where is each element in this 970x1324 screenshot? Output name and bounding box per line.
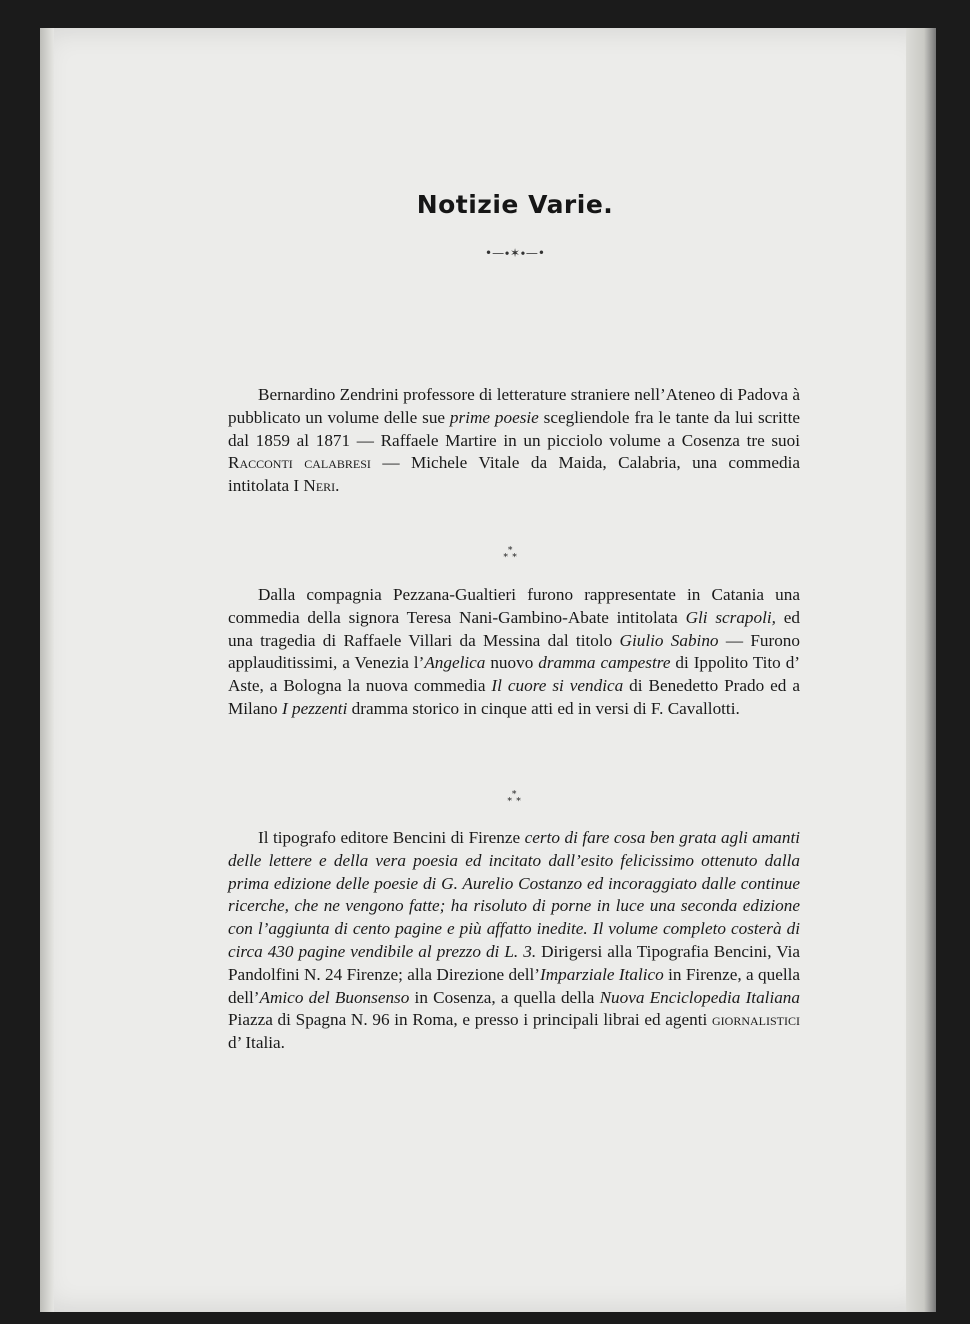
news-item-zendrini [228, 384, 800, 498]
smallcaps-run: Racconti calabresi [228, 453, 371, 473]
news-item-pezzana-gualtieri [228, 584, 800, 721]
asterism-separator [495, 546, 525, 560]
italic-run: Il cuore si vendica [491, 676, 624, 696]
text-run: in Firenze, a quella dell’ [228, 964, 801, 1007]
paragraph [228, 827, 800, 1055]
text-run: in Cosenza, a quella della [409, 987, 600, 1007]
text-run: Dirigersi alla Tipografia Bencini, Via Pandolfini N. 24 Firenze; alla Direzione dell’ [228, 941, 800, 984]
news-item-bencini [228, 827, 800, 1055]
paragraph [228, 384, 800, 498]
page-edge [906, 28, 936, 1312]
text-run: Piazza di Spagna N. 96 in Roma, e presso i principali librai ed agenti [228, 1010, 712, 1030]
text-run: — Furono applauditissimi, a Venezia l’ [228, 630, 800, 673]
text-run: di Benedetto Prado ed a Milano [228, 676, 800, 718]
text-run: scegliendole fra le tante da lui scritte dal 1859 al 1871 — Raffaele Martire in un picciolo volume a Cosenza tre suoi [228, 407, 800, 450]
text-run: nuovo [485, 653, 539, 673]
text-run: — Michele Vitale da Maida, Calabria, una commedia intitolata [228, 453, 800, 496]
italic-run: Imparziale Italico [540, 964, 664, 984]
italic-run: certo di fare cosa ben grata agli amanti delle lettere e della vera poesia ed incitato dall’esito felicissimo ottenuto dalla prima edizione delle poesie di G. Aurelio Costanzo ed incoraggiato dalle continue ricerche, che ne vengono fatte; ha risoluto di porne in luce una seconda edizione con l’aggiunta di cento pagine e più affatto inedite. Il volume completo costerà di circa 430 pagine vendibile al prezzo di L. 3. [228, 828, 801, 961]
text-run: dramma storico in cinque atti ed in versi di F. Cavallotti. [347, 698, 740, 718]
smallcaps-run: giornalistici [712, 1010, 800, 1030]
section-title: Notizie Varie. [416, 190, 614, 219]
text-run: d’ Italia. [228, 1033, 285, 1053]
italic-run: Nuova Enciclopedia Italiana [599, 987, 800, 1007]
italic-run: Amico del Buonsenso [259, 987, 410, 1007]
italic-run: dramma campestre [538, 653, 671, 673]
text-run: ed una tragedia di Raffaele Villari da Messina dal titolo [228, 607, 800, 650]
italic-run: Giulio Sabino [619, 630, 719, 650]
text-run: di Ippolito Tito d’ Aste, a Bologna la nuova commedia [228, 653, 801, 696]
italic-run: Angelica [424, 653, 486, 673]
italic-run: I pezzenti [281, 698, 348, 718]
asterism-separator [499, 790, 529, 804]
italic-run: prime poesie [449, 407, 539, 427]
text-run: Il tipografo editore Bencini di Firenze [258, 828, 525, 847]
binding-gutter [40, 28, 54, 1312]
title-ornament: •—∙✶∙—• [485, 246, 545, 260]
smallcaps-run: I Neri. [293, 476, 340, 496]
italic-run: Gli scrapoli, [685, 607, 776, 627]
text-run: Bernardino Zendrini professore di letterature straniere nell’Ateneo di Padova à pubblicato un volume delle sue [228, 385, 800, 427]
asterism: ∗ ∗ ∗ [506, 788, 522, 805]
asterism: ∗ ∗ ∗ [502, 544, 518, 561]
paragraph [228, 584, 800, 721]
text-run: Dalla compagnia Pezzana-Gualtieri furono rappresentate in Catania una commedia della signora Teresa Nani-Gambino-Abate intitolata [228, 585, 800, 627]
